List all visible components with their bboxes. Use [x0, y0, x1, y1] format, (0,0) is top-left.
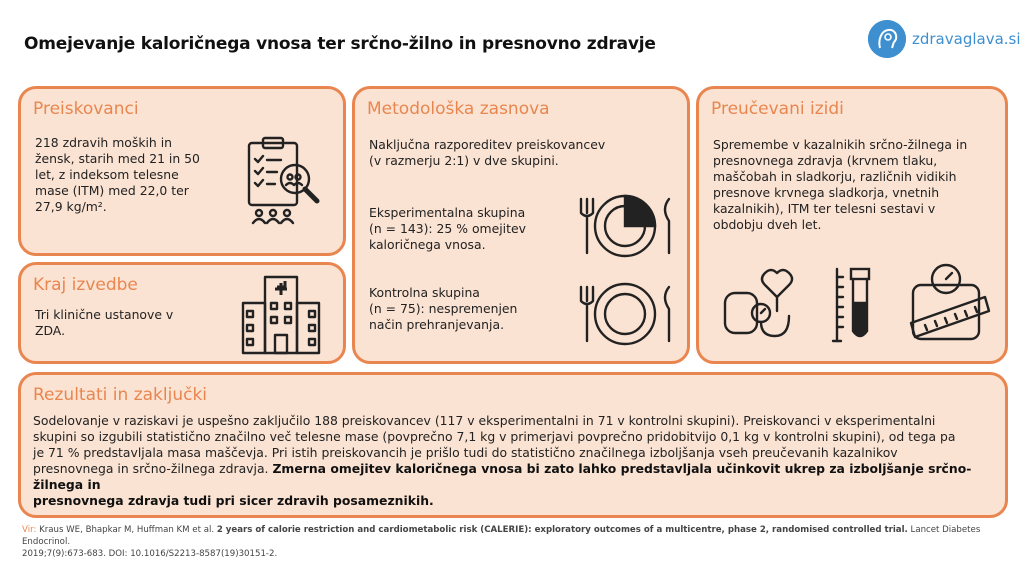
head-logo-icon	[868, 20, 906, 58]
blood-pressure-icon	[721, 265, 805, 345]
panel-subjects-text: 218 zdravih moških in žensk, starih med 21 in 50 let, z indeksom telesne mase (ITM) med 22,0 ter 27,9 kg/m².	[35, 135, 200, 214]
results-text: Sodelovanje v raziskavi je uspešno zaključilo 188 preiskovancev (117 v eksperimentalni in 71 v kontrolni skupini). Preiskovanci v eksperimentalni skupini so izgubili statistično značilno več telesne mase (povprečno 7,1 kg v primerjavi povprečno pridobitvijo 0,1 kg v kontrolni skupini), od tega pa je 71 % predstavljala masa maščevja. Pri istih preiskovancih je prišlo tudi do statistično značilnega izboljšanja vseh preučevanih kazalnikov presnovnega in srčno-žilnega zdravja. Zmerna omejitev kaloričnega vnosa bi zato lahko predstavljala učinkovit ukrep za izboljšanje srčno-žilnega in presnovnega zdravja tudi pri sicer zdravih posameznikih.	[33, 413, 972, 508]
panel-location	[18, 262, 346, 364]
panel-outcomes	[696, 86, 1008, 364]
results-conclusion: Zmerna omejitev kaloričnega vnosa bi zato lahko predstavljala učinkovit ukrep za izboljšanje srčno-žilnega in	[33, 461, 972, 492]
test-tube-icon	[829, 265, 877, 345]
panel-methodology-title: Metodološka zasnova	[367, 99, 550, 119]
logo-text: zdravaglava.si	[912, 30, 1021, 48]
page-title: Omejevanje kaloričnega vnosa ter srčno-žilno in presnovno zdravje	[24, 34, 656, 54]
methodology-experimental: Eksperimentalna skupina (n = 143): 25 % omejitev kaloričnega vnosa.	[369, 205, 526, 252]
panel-location-title: Kraj izvedbe	[33, 275, 138, 295]
logo[interactable]	[868, 20, 1021, 58]
panel-outcomes-title: Preučevani izidi	[711, 99, 844, 119]
panel-methodology	[352, 86, 690, 364]
panel-subjects-title: Preiskovanci	[33, 99, 139, 119]
panel-outcomes-text: Spremembe v kazalnikih srčno-žilnega in presnovnega zdravja (krvnem tlaku, maščobah in sladkorju, različnih vidikih presnove krvnega sladkorja, vnetnih kazalnikih), ITM ter telesni sestavi v obdobju dveh let.	[713, 137, 968, 232]
scale-tape-icon	[907, 261, 991, 345]
plate-quarter-icon	[573, 193, 681, 259]
panel-location-text: Tri klinične ustanove v ZDA.	[35, 307, 174, 338]
source-citation: Vir: Kraus WE, Bhapkar M, Huffman KM et al. 2 years of calorie restriction and cardiometabolic risk (CALERIE): exploratory outcomes of a multicentre, phase 2, randomised controlled trial. Lancet Diabetes Endocrinol. 2019;7(9):673-683. DOI: 10.1016/S2213-8587(19)30151-2.	[22, 525, 981, 559]
results-conclusion-end: presnovnega zdravja tudi pri sicer zdravih posameznikih.	[33, 493, 434, 508]
methodology-control: Kontrolna skupina (n = 75): nespremenjen način prehranjevanja.	[369, 285, 518, 332]
panel-results-title: Rezultati in zaključki	[33, 385, 208, 405]
source-label: Vir:	[22, 525, 40, 535]
methodology-intro: Naključna razporeditev preiskovancev (v razmerju 2:1) v dve skupini.	[369, 137, 606, 168]
source-title: 2 years of calorie restriction and cardiometabolic risk (CALERIE): exploratory outcomes of a multicentre, phase 2, randomised controlled trial.	[216, 525, 908, 535]
panel-subjects	[18, 86, 346, 256]
hospital-icon	[237, 273, 325, 357]
clipboard-magnifier-icon	[243, 133, 327, 227]
plate-full-icon	[573, 281, 681, 347]
panel-results	[18, 372, 1008, 518]
